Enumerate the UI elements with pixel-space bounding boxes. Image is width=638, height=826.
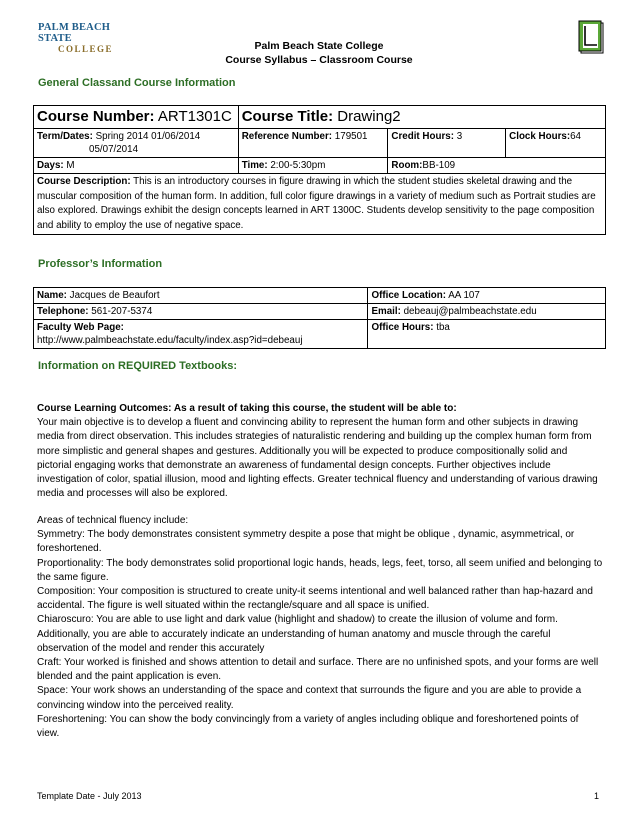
- office-hours-value: tba: [433, 322, 450, 333]
- learning-outcomes-body: Your main objective is to develop a fluent and convincing ability to represent the human form and other subjects in drawing media from direct observation. This includes strategies of naturalistic rendering and building up the complex human form from more simplistic and general shapes and gestures. Additionally you will be expected to produce compositionally solid and pictorial engaging works that demonstrate an awareness of fundamental design concepts. Further objectives include investigation of color, spatial illusion, mood and lighting effects. Greater technical fluency and understanding of various drawing media and processes will also be explored.: [37, 417, 598, 500]
- telephone-value: 561-207-5374: [88, 306, 153, 317]
- term-value: Spring 2014 01/06/2014: [92, 131, 201, 142]
- professor-name-label: Name:: [37, 290, 67, 301]
- course-header-row: [34, 106, 606, 129]
- email-value[interactable]: debeauj@palmbeachstate.edu: [400, 306, 537, 317]
- course-number-cell: [34, 106, 239, 129]
- course-description-label: Course Description:: [37, 176, 131, 187]
- course-number-label: Course Number:: [37, 108, 155, 125]
- course-title-cell: [238, 106, 605, 129]
- term-value-end: 05/07/2014: [89, 144, 139, 155]
- faculty-web-link[interactable]: http://www.palmbeachstate.edu/faculty/index.asp?id=debeauj: [37, 335, 303, 346]
- time-value: 2:00-5:30pm: [267, 160, 326, 171]
- term-label: Term/Dates:: [37, 131, 93, 142]
- reference-label: Reference Number:: [241, 131, 333, 142]
- office-location-value: AA 107: [446, 290, 480, 301]
- term-cell: [34, 129, 239, 158]
- course-term-row: [34, 129, 606, 158]
- clock-hours-value: 64: [570, 131, 582, 142]
- time-cell: [238, 158, 388, 174]
- professor-row-2: [34, 304, 606, 320]
- reference-cell: [238, 129, 388, 158]
- technical-fluency-areas: [37, 514, 603, 741]
- clock-hours-cell: [506, 129, 606, 158]
- course-description-cell: [34, 174, 606, 235]
- credit-hours-label: Credit Hours:: [391, 131, 454, 142]
- telephone-cell: [34, 304, 368, 320]
- learning-outcomes: [37, 402, 603, 501]
- telephone-label: Telephone:: [37, 306, 89, 317]
- area-space: Space: Your work shows an understanding of the space and context that surrounds the figure and you are able to provide a convincing window into the perceived reality.: [37, 685, 582, 711]
- course-title-label: Course Title:: [241, 108, 334, 125]
- days-value: M: [63, 160, 75, 171]
- logo-line2: COLLEGE: [58, 44, 114, 54]
- course-title-value: Drawing2: [333, 108, 401, 125]
- faculty-web-cell: [34, 320, 368, 349]
- office-hours-cell: [368, 320, 606, 349]
- template-date: Template Date - July 2013: [37, 791, 142, 801]
- course-description-value: This is an introductory courses in figure drawing in which the student studies skeletal drawing and the muscular composition of the human form. In addition, full color figure drawings in a variety of medium such as Portrait studies are also explored. Drawings exhibit the design concepts learned in ART 1300C. Students develop sensitivity to the page composition and ability to employ the use of negative space.: [37, 176, 596, 231]
- professor-row-3: [34, 320, 606, 349]
- course-number-value: ART1301C: [154, 108, 232, 125]
- professor-name-value: Jacques de Beaufort: [66, 290, 160, 301]
- course-description-row: [34, 174, 606, 235]
- area-craft: Craft: Your worked is finished and shows attention to detail and surface. There are no unfinished spots, and your forms are well blended and the paint application is even.: [37, 657, 599, 683]
- room-cell: [388, 158, 606, 174]
- course-schedule-row: [34, 158, 606, 174]
- section-general-info: General Classand Course Information: [38, 77, 236, 89]
- area-symmetry: Symmetry: The body demonstrates consistent symmetry despite a pose that might be oblique , dynamic, asymmetrical, or foreshortened.: [37, 529, 575, 555]
- credit-hours-cell: [388, 129, 506, 158]
- professor-name-cell: [34, 288, 368, 304]
- course-info-table: [33, 105, 606, 235]
- learning-outcomes-heading: Course Learning Outcomes: As a result of taking this course, the student will be able to:: [37, 403, 457, 414]
- professor-info-table: [33, 287, 606, 349]
- professor-row-1: [34, 288, 606, 304]
- college-name: Palm Beach State College: [254, 40, 384, 52]
- areas-intro: Areas of technical fluency include:: [37, 515, 189, 526]
- faculty-web-label: Faculty Web Page:: [37, 322, 124, 333]
- credit-hours-value: 3: [454, 131, 463, 142]
- clock-hours-label: Clock Hours:: [509, 131, 571, 142]
- logo-line1: PALM BEACH STATE: [38, 22, 111, 44]
- reference-value: 179501: [332, 131, 368, 142]
- email-cell: [368, 304, 606, 320]
- office-location-cell: [368, 288, 606, 304]
- office-hours-label: Office Hours:: [371, 322, 434, 333]
- office-location-label: Office Location:: [371, 290, 447, 301]
- syllabus-title: Course Syllabus – Classroom Course: [225, 54, 413, 66]
- days-cell: [34, 158, 239, 174]
- room-value: BB-109: [422, 160, 456, 171]
- area-foreshortening: Foreshortening: You can show the body convincingly from a variety of angles including oblique and foreshortened points of view.: [37, 713, 579, 740]
- page-number: 1: [594, 791, 600, 801]
- area-composition: Composition: Your composition is structured to create unity-it seems intentional and well balanced rather than hap-hazard and accidental. The figure is well situated within the rectangle/square and all space is unified.: [37, 586, 593, 612]
- area-proportionality: Proportionality: The body demonstrates solid proportional logic hands, heads, legs, feet, torso, all seem unified and belonging to the same figure.: [37, 557, 603, 583]
- area-chiaroscuro: Chiaroscuro: You are able to use light and dark value (highlight and shadow) to create the illusion of volume and form. Additionally, you are able to accurately indicate an understanding of human anatomy and muscle through the careful observation of the model and render this accurately: [37, 614, 558, 654]
- room-label: Room:: [391, 160, 423, 171]
- email-label: Email:: [371, 306, 401, 317]
- section-textbooks: Information on REQUIRED Textbooks:: [38, 360, 238, 372]
- time-label: Time:: [241, 160, 268, 171]
- days-label: Days:: [37, 160, 64, 171]
- section-professor-info: Professor’s Information: [38, 258, 163, 270]
